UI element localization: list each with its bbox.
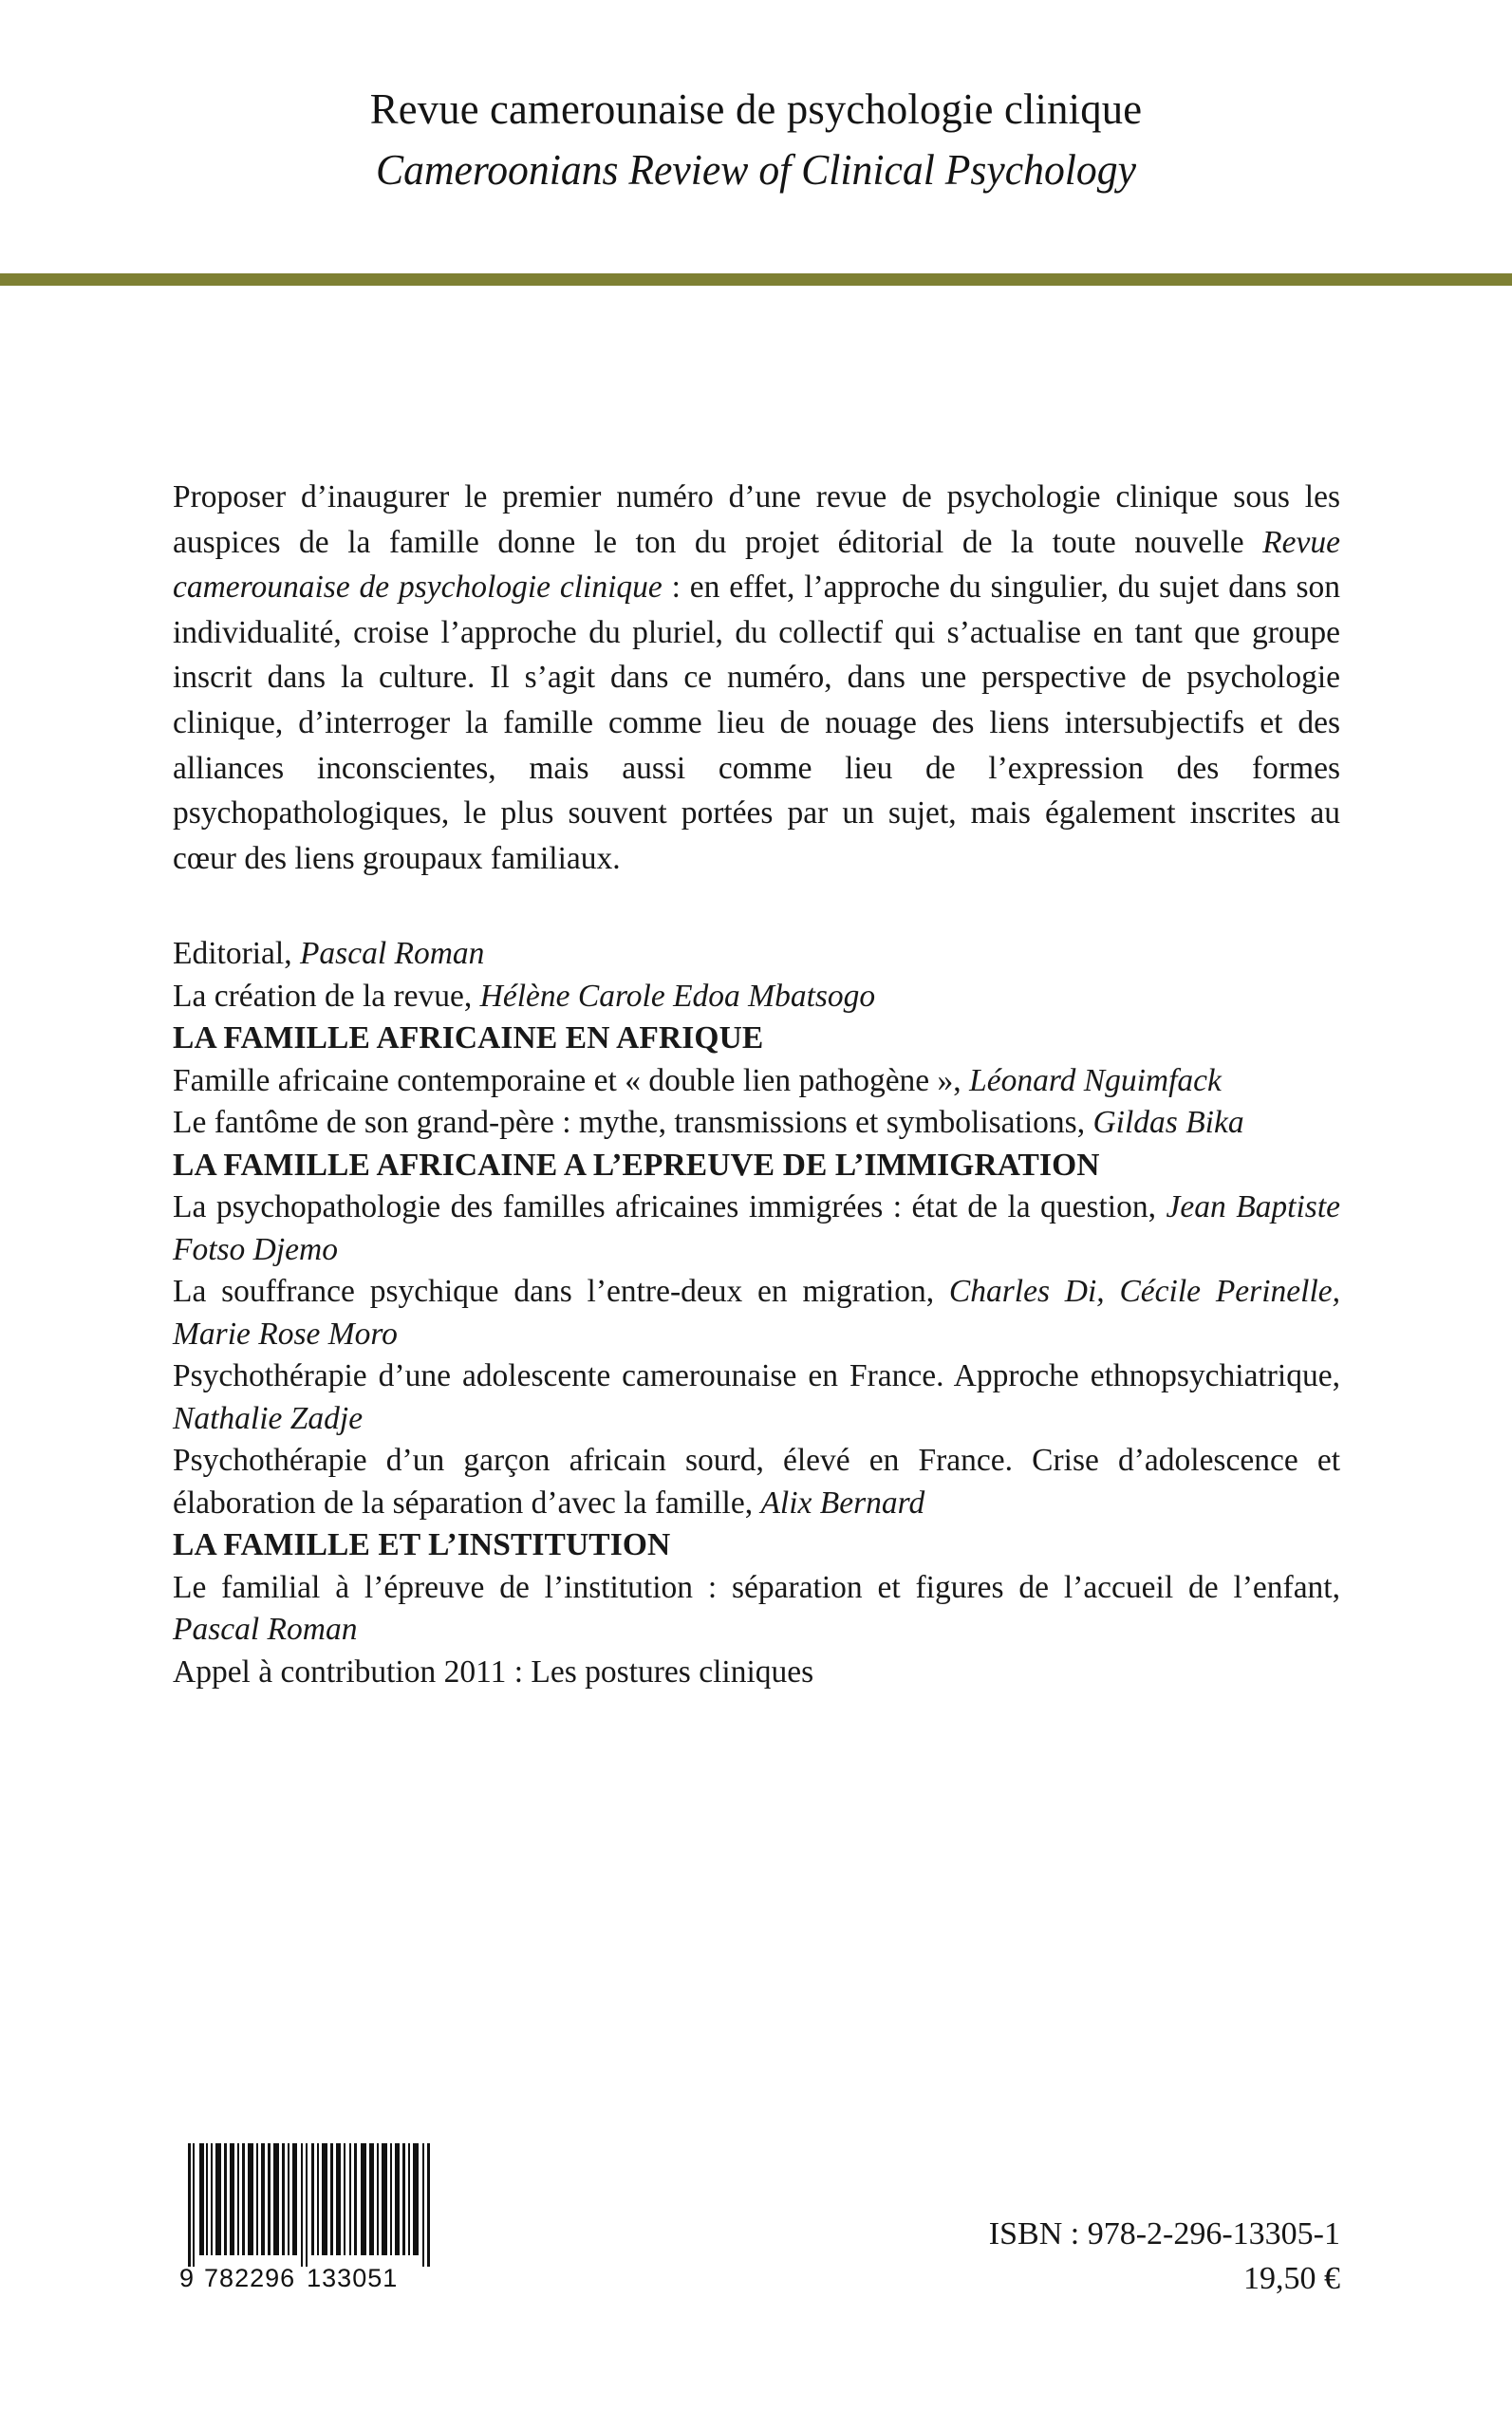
toc-entry-title: LA FAMILLE AFRICAINE EN AFRIQUE <box>173 1020 764 1056</box>
toc-entry-title: LA FAMILLE ET L’INSTITUTION <box>173 1527 671 1563</box>
olive-divider-rule <box>0 273 1512 286</box>
toc-entry-title: Psychothérapie d’une adolescente camerounaise en France. Approche ethnopsychiatrique, <box>173 1358 1340 1394</box>
toc-entry-author: Pascal Roman <box>299 936 485 972</box>
toc-entry-title: La création de la revue, <box>173 978 480 1014</box>
toc-entry <box>173 1271 1340 1355</box>
isbn-text: ISBN : 978-2-296-13305-1 <box>988 2216 1340 2251</box>
barcode-block <box>179 2143 437 2293</box>
toc-entry <box>173 1567 1340 1652</box>
toc-entry-author: Hélène Carole Edoa Mbatsogo <box>479 978 876 1014</box>
journal-title: Revue camerounaise de psychologie clinique <box>369 84 1143 133</box>
toc-entry-title: Editorial, <box>173 936 300 972</box>
toc-entry-author: Léonard Nguimfack <box>969 1062 1222 1098</box>
toc-entry-author: Alix Bernard <box>760 1485 925 1521</box>
barcode-digits <box>179 2264 464 2293</box>
toc-entry <box>173 976 1340 1018</box>
toc-entry-author: Charles Di, Cécile Perinelle, Marie Rose Moro <box>173 1274 1340 1352</box>
barcode-right-group: 133051 <box>307 2264 399 2292</box>
toc-entry-title: Le familial à l’épreuve de l’institution : séparation et figures de l’accueil de l’enfant, <box>173 1569 1340 1605</box>
blurb-paragraph <box>173 475 1340 881</box>
toc-section-heading <box>173 1145 1340 1187</box>
toc-entry-title: La souffrance psychique dans l’entre-deux en migration, <box>173 1274 949 1310</box>
toc-entry <box>173 1440 1340 1524</box>
toc-entry-title: Le fantôme de son grand-père : mythe, transmissions et symbolisations, <box>173 1105 1093 1141</box>
blurb-part-two: : en effet, l’approche du singulier, du sujet dans son individualité, croise l’approche du pluriel, du collectif qui s’actualise en tant que groupe inscrit dans la culture. Il s’agit dans ce numéro, dans une perspective de psychologie clinique, d’interroger la famille comme lieu de nouage des liens intersubjectifs et des alliances inconscientes, mais aussi comme lieu de l’expression des formes psychopathologiques, le plus souvent portées par un sujet, mais également inscrites au cœur des liens groupaux familiaux. <box>173 570 1340 876</box>
toc-entry-author: Pascal Roman <box>173 1612 358 1648</box>
toc-entry-title: LA FAMILLE AFRICAINE A L’EPREUVE DE L’IMMIGRATION <box>173 1147 1100 1183</box>
toc-entry-title: La psychopathologie des familles africaines immigrées : état de la question, <box>173 1189 1167 1225</box>
journal-title-english: Cameroonians Review of Clinical Psychology <box>376 146 1136 195</box>
toc-entry <box>173 1652 1340 1694</box>
content-column <box>173 475 1340 1693</box>
toc-entry <box>173 1186 1340 1271</box>
toc-entry <box>173 1355 1340 1440</box>
toc-entry <box>173 1060 1340 1103</box>
ean13-barcode-icon <box>188 2143 437 2267</box>
toc-section-heading <box>173 1018 1340 1060</box>
toc-entry-author: Gildas Bika <box>1092 1105 1244 1141</box>
table-of-contents <box>173 933 1340 1693</box>
toc-entry <box>173 933 1340 976</box>
toc-entry-author: Nathalie Zadje <box>173 1400 364 1436</box>
toc-entry <box>173 1102 1340 1145</box>
toc-entry-title: Psychothérapie d’un garçon africain sourd, élevé en France. Crise d’adolescence et élaboration de la séparation d’avec la famille, <box>173 1443 1340 1521</box>
blurb-italic-journal-title: Revue camerounaise de psychologie clinique <box>173 524 1340 606</box>
masthead <box>0 84 1512 196</box>
barcode-lead-digit: 9 <box>179 2264 196 2292</box>
toc-entry-title: Famille africaine contemporaine et « double lien pathogène », <box>173 1062 970 1098</box>
toc-entry-title: Appel à contribution 2011 : Les postures cliniques <box>173 1653 814 1690</box>
barcode-left-group: 782296 <box>204 2264 296 2292</box>
price-text: 19,50 € <box>1243 2261 1340 2296</box>
toc-entry-author: Jean Baptiste Fotso Djemo <box>173 1189 1340 1267</box>
isbn-price-block <box>989 2212 1340 2301</box>
blurb-part-one: Proposer d’inaugurer le premier numéro d’une revue de psychologie clinique sous les auspices de la famille donne le ton du projet éditorial de la toute nouvelle <box>173 479 1340 560</box>
toc-section-heading <box>173 1524 1340 1567</box>
